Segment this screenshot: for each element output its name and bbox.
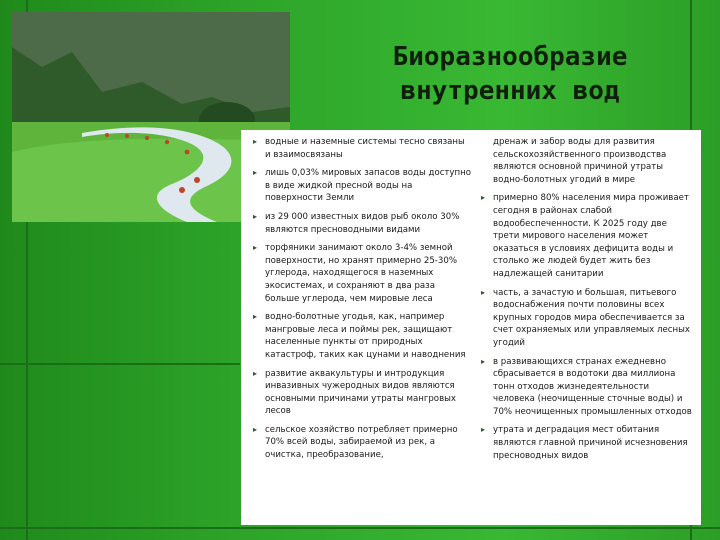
bullet-icon: ▸ <box>481 356 486 366</box>
list-item: ▸ торфяники занимают около 3-4% земной поверхности, но хранят примерно 25-30% углерода, находящегося в наземных экосистемах, и сохраняют в два раза больше углерода, чем мировые леса <box>253 243 457 304</box>
title-line-1: Биоразнообразие <box>392 42 628 72</box>
slide-title <box>330 40 690 108</box>
content-panel <box>241 130 701 525</box>
decorative-line <box>0 363 240 365</box>
bullet-icon: ▸ <box>253 137 258 146</box>
bullet-icon: ▸ <box>253 424 258 434</box>
list-item: ▸ утрата и деградация мест обитания являются главной причиной исчезновения пресноводных видов <box>481 425 688 461</box>
bullet-icon: ▸ <box>253 211 258 221</box>
left-bullet-list <box>253 136 471 462</box>
list-item: ▸ часть, а зачастую и большая, питьевого водоснабжения почти половины всех крупных городов мира обеспечивается за счет охраняемых или управляемых лесных угодий <box>481 287 690 348</box>
title-line-2: внутренних вод <box>400 76 620 106</box>
bullet-icon: ▸ <box>481 193 486 203</box>
list-item: ▸ водно-болотные угодья, как, например мангровые леса и поймы рек, защищают населенные пункты от природных катастроф, таких как цунами и наводнения <box>253 312 466 360</box>
right-bullet-list <box>481 136 693 462</box>
list-item: ▸ в развивающихся странах ежедневно сбрасывается в водотоки два миллиона тонн отходов жизнедеятельности человека (неочищенные сточные воды) и 70% неочищенных промышленных отходов <box>481 356 692 417</box>
bullet-icon: ▸ <box>253 168 258 178</box>
decorative-line <box>0 527 720 529</box>
bullet-icon: ▸ <box>481 287 486 297</box>
bullet-icon: ▸ <box>253 243 258 253</box>
list-item: ▸ из 29 000 известных видов рыб около 30% являются пресноводными видами <box>253 211 460 235</box>
left-column <box>253 136 471 468</box>
list-item-continuation: дренаж и забор воды для развития сельскохозяйственного производства являются основной причиной утраты водно-болотных угодий в мире <box>493 137 667 185</box>
bullet-icon: ▸ <box>481 425 486 435</box>
list-item: ▸ сельское хозяйство потребляет примерно 70% всей воды, забираемой из рек, а очистка, преобразование, <box>253 424 458 461</box>
list-item: ▸ примерно 80% населения мира проживает сегодня в районах слабой водообеспеченности. К 2025 году две трети мирового населения может оказаться в условиях дефицита воды и столько же людей будет жить без надлежащей санитарии <box>481 193 689 279</box>
list-item: ▸ водные и наземные системы тесно связаны и взаимосвязаны <box>253 137 465 160</box>
right-column <box>481 136 693 468</box>
list-item: ▸ лишь 0,03% мировых запасов воды доступно в виде жидкой пресной воды на поверхности Земли <box>253 168 472 204</box>
list-item: ▸ развитие аквакультуры и интродукция инвазивных чужеродных видов являются основными причинами утраты мангровых лесов <box>253 368 457 417</box>
bullet-icon: ▸ <box>253 312 258 322</box>
bullet-icon: ▸ <box>253 368 258 378</box>
